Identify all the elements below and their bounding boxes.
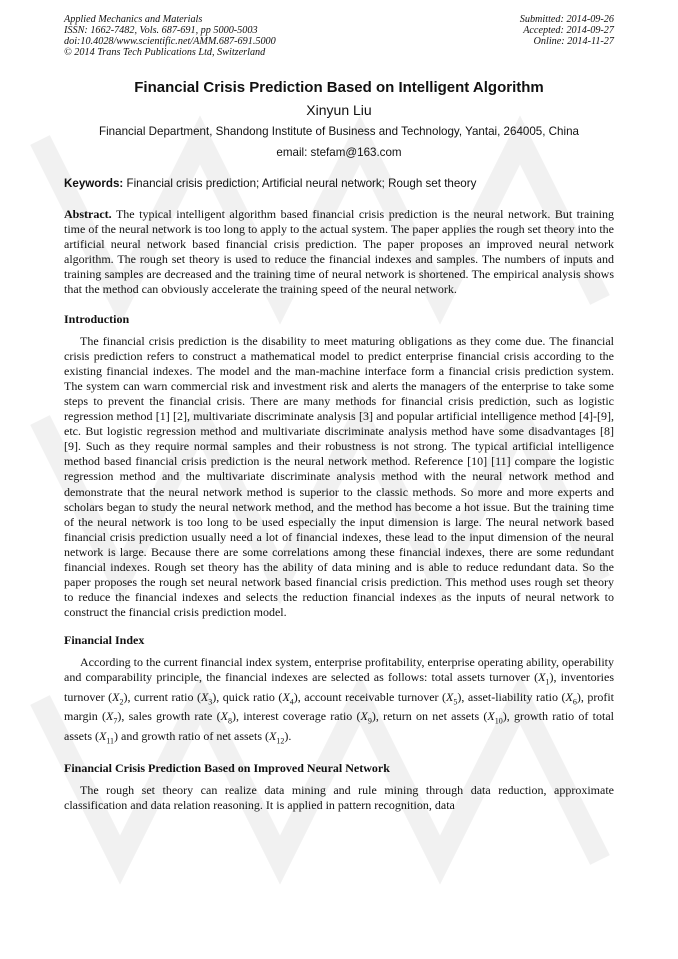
financial-index-paragraph bbox=[64, 655, 614, 748]
paper-title: Financial Crisis Prediction Based on Intelligent Algorithm bbox=[134, 79, 544, 96]
section-heading-introduction: Introduction bbox=[64, 311, 130, 326]
index-variable: X bbox=[200, 689, 209, 704]
abstract-paragraph bbox=[64, 207, 614, 298]
journal-header bbox=[64, 14, 614, 58]
index-variable: X bbox=[446, 689, 454, 704]
abstract-text: The typical intelligent algorithm based financial crisis prediction is the neural network. But training time of the neural network is too long to apply to the actual system. The paper applies the rough set theory into the artificial neural network based financial crisis prediction. The paper proposes an improved neural network algorithm. The rough set theory is used to reduce the financial indexes and samples. The numbers of inputs and training samples are decreased and the training time of neural network is shortened. The empirical analysis shows that the method can obviously accelerate the training speed of the neural network. bbox=[64, 207, 614, 297]
online-date: Online: 2014-11-27 bbox=[533, 36, 614, 47]
index-text: ), return on net assets ( bbox=[371, 709, 488, 724]
journal-info bbox=[64, 14, 276, 58]
journal-name: Applied Mechanics and Materials bbox=[64, 14, 203, 25]
index-text: ), current ratio ( bbox=[123, 689, 201, 704]
index-variable: X bbox=[282, 689, 290, 704]
accepted-date: Accepted: 2014-09-27 bbox=[523, 25, 614, 36]
submitted-date: Submitted: 2014-09-26 bbox=[519, 14, 614, 25]
index-variable-subscript: 3 bbox=[208, 697, 213, 707]
index-text: ), interest coverage ratio ( bbox=[231, 709, 361, 724]
index-variable: X bbox=[360, 709, 368, 724]
index-variable: X bbox=[487, 709, 495, 724]
index-variable: X bbox=[538, 670, 546, 685]
index-variable-subscript: 4 bbox=[289, 697, 294, 707]
index-text: ), asset-liability ratio ( bbox=[457, 689, 566, 704]
keywords-line bbox=[64, 177, 614, 191]
author-email[interactable]: email: stefam@163.com bbox=[276, 146, 402, 159]
index-variable-subscript: 9 bbox=[367, 716, 372, 726]
index-variable-subscript: 8 bbox=[227, 716, 232, 726]
journal-issn: ISSN: 1662-7482, Vols. 687-691, pp 5000-5003 bbox=[64, 25, 258, 36]
index-variable-subscript: 7 bbox=[113, 716, 118, 726]
keywords-label: Keywords: bbox=[64, 177, 124, 190]
index-variable-subscript: 11 bbox=[106, 736, 115, 746]
publication-dates bbox=[520, 14, 614, 58]
index-text: ), inventories turnover ( bbox=[64, 670, 614, 704]
keywords-text: Financial crisis prediction; Artificial neural network; Rough set theory bbox=[126, 177, 477, 190]
index-variable-subscript: 2 bbox=[119, 697, 124, 707]
paper-author: Xinyun Liu bbox=[306, 102, 372, 118]
index-text: ), growth ratio of total assets ( bbox=[64, 709, 614, 743]
index-variable: X bbox=[106, 709, 114, 724]
index-variable-subscript: 1 bbox=[545, 677, 550, 687]
index-variable: X bbox=[565, 689, 573, 704]
journal-doi[interactable]: doi:10.4028/www.scientific.net/AMM.687-691.5000 bbox=[64, 36, 276, 47]
section-heading-financial-index: Financial Index bbox=[64, 633, 145, 648]
index-variable: X bbox=[112, 689, 120, 704]
author-affiliation: Financial Department, Shandong Institute of Business and Technology, Yantai, 264005, China bbox=[99, 125, 579, 138]
index-variable: X bbox=[269, 728, 277, 743]
index-variable-subscript: 5 bbox=[453, 697, 458, 707]
index-variable: X bbox=[220, 709, 228, 724]
index-text: ), sales growth rate ( bbox=[117, 709, 221, 724]
section-heading-prediction: Financial Crisis Prediction Based on Improved Neural Network bbox=[64, 761, 390, 776]
index-text: ), profit margin ( bbox=[64, 689, 614, 724]
index-variable: X bbox=[99, 728, 107, 743]
introduction-paragraph: The financial crisis prediction is the disability to meet maturing obligations as they come due. The financial crisis prediction refers to construct a mathematical model to predict enterprise financial crisis according to the existing financial indexes. The model and the man-machine interface form a financial crisis prediction system. The system can warn commercial risk and investment risk and alerts the managers of the enterprise to take some steps to prevent the financial crisis. There are many methods for financial crisis prediction, such as logistic regression method [1] [2], multivariate discriminate analysis [3] and popular artificial intelligence method [4]-[9], etc. But logistic regression method and multivariate discriminate analysis method have some disadvantages [8] [9]. Such as they require normal samples and their robustness is not strong. The typical artificial intelligence method based financial crisis prediction is the neural network method. Reference [10] [11] compare the logistic regression method and the multivariate discriminate analysis method with the neural network method and demonstrate that the neural network method is superior to the classic methods. So more and more experts and scholars began to study the neural network method, and the method has become a hot issue. But the training time of the neural network is too long to be used especially the input dimension is large. The neural network based financial crisis prediction usually need a lot of financial indexes, these lead to the input dimension of the neural network is large. Because there are some correlations among these financial indexes, there are some redundant financial indexes. Rough set theory has the ability of data mining and is able to reduce redundant data. So the paper proposes the rough set neural network based financial crisis prediction. This method uses rough set theory to reduce the financial indexes and selects the reduction financial indexes as the inputs of neural network to construct the financial crisis prediction model. bbox=[64, 333, 614, 620]
index-text: ). bbox=[284, 728, 292, 743]
prediction-paragraph: The rough set theory can realize data mining and rule mining through data reduction, approximate classification and data relation reasoning. It is applied in pattern recognition, data bbox=[64, 783, 614, 813]
index-text: ) and growth ratio of net assets ( bbox=[114, 728, 270, 743]
journal-copyright: © 2014 Trans Tech Publications Ltd, Switzerland bbox=[64, 47, 266, 58]
index-text: ), account receivable turnover ( bbox=[293, 689, 447, 704]
index-variable-subscript: 10 bbox=[494, 716, 503, 726]
index-variable-subscript: 6 bbox=[572, 697, 577, 707]
index-text: ), quick ratio ( bbox=[212, 689, 283, 704]
financial-index-lead: According to the current financial index system, enterprise profitability, enterprise operating ability, operability and comparability principle, the financial indexes are selected as follows: total assets turnover ( bbox=[64, 655, 614, 685]
index-variable-subscript: 12 bbox=[276, 736, 285, 746]
abstract-label: Abstract. bbox=[64, 207, 112, 221]
